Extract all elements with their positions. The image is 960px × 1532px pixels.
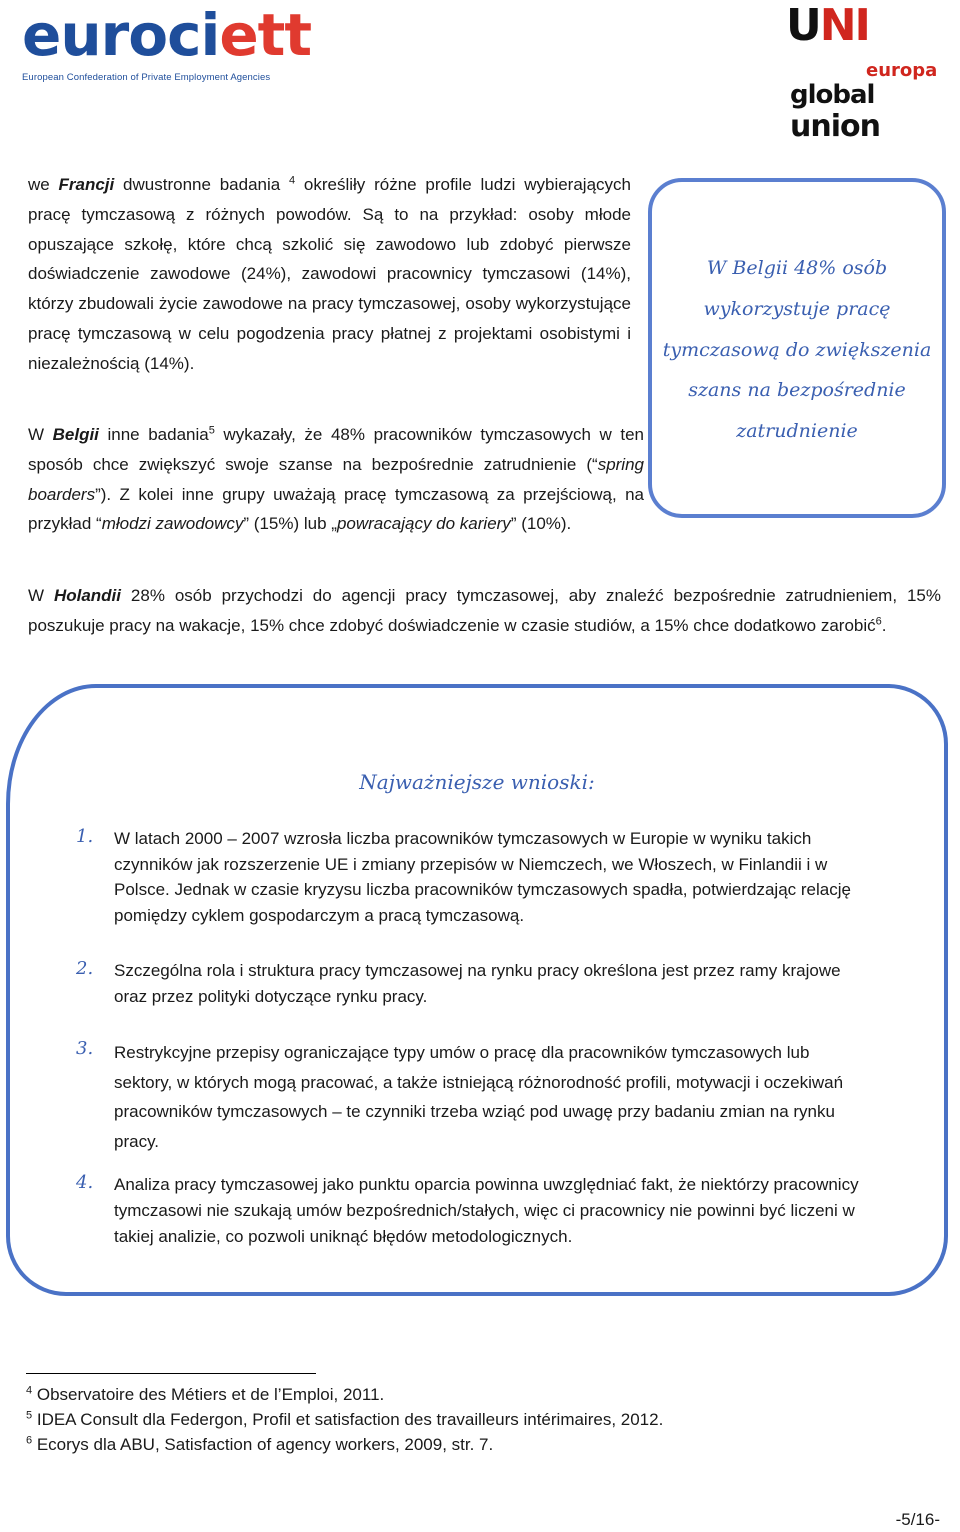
country-netherlands: Holandii xyxy=(53,586,122,605)
conclusion-text: Szczególna rola i struktura pracy tymczasowej na rynku pracy określona jest przez ramy krajowe oraz przez polityki dotyczące rynku pracy. xyxy=(114,961,841,1006)
belgium-text-end: ” (10%). xyxy=(510,514,572,534)
netherlands-text-body: 28% osób przychodzi do agencji pracy tymczasowej, aby znaleźć bezpośrednie zatrudnieniem, 15% poszukuje pracy na wakacje, 15% chce zdobyć doświadczenie w czasie studiów, a 15% chce dodatkowo zarobić xyxy=(28,586,941,635)
page-number: -5/16- xyxy=(895,1510,940,1529)
belgium-text-body: wykazały, że 48% pracowników tymczasowych w ten sposób chce zwiększyć swoje szanse na bezpośrednie zatrudnienie (“ xyxy=(28,425,644,474)
france-paragraph xyxy=(28,170,631,379)
footnote-5 xyxy=(26,1410,663,1430)
footnote-divider xyxy=(26,1373,316,1374)
conclusion-number: 1. xyxy=(76,826,94,847)
belgium-text-body-2: ”). Z kolei inne grupy uważają pracę tymczasową za przejściową, na przykład “ xyxy=(28,484,644,534)
uni-logo-u: U xyxy=(786,0,820,51)
footnote-number: 5 xyxy=(26,1409,33,1422)
conclusions-title: Najważniejsze wnioski: xyxy=(359,770,595,794)
footnote-text: Observatoire des Métiers et de l’Emploi, 2011. xyxy=(32,1385,385,1404)
term-powracajacy: powracający do kariery xyxy=(336,514,511,534)
netherlands-text-start: W xyxy=(28,586,54,605)
conclusions-box xyxy=(6,684,948,1296)
eurociett-logo-subtitle: European Confederation of Private Employment Agencies xyxy=(22,72,271,83)
eurociett-logo-accent: ett xyxy=(219,1,312,69)
uni-logo-europa: europa xyxy=(866,60,938,81)
term-mlodzi-zawodowcy: młodzi zawodowcy xyxy=(101,514,244,534)
term-spring-boarders: spring boarders xyxy=(28,454,644,504)
uni-logo-union: union xyxy=(790,109,880,144)
footnote-number: 6 xyxy=(26,1434,33,1447)
footnote-ref-5[interactable]: 5 xyxy=(208,424,215,437)
belgium-text-body-3: ” (15%) lub „ xyxy=(243,514,337,534)
belgium-paragraph xyxy=(28,420,644,539)
conclusion-text: Restrykcyjne przepisy ograniczające typy umów o pracę dla pracowników tymczasowych lub sektory, w których mogą pracować, a także istniejącą różnorodność profili, motywacji i oczekiwań pracowników tymczasowych – te czynniki trzeba wziąć pod uwagę przy badaniu zmian na rynku pracy. xyxy=(114,1043,844,1151)
footnote-ref-6[interactable]: 6 xyxy=(875,615,882,628)
belgium-callout-box xyxy=(648,178,946,518)
country-france: Francji xyxy=(58,175,115,194)
conclusion-text: W latach 2000 – 2007 wzrosła liczba pracowników tymczasowych w Europie w wyniku takich czynników jak rozszerzenie UE i zmiany przepisów w Niemczech, we Włoszech, w Finlandii i w Polsce. Jednak w czasie kryzysu liczba pracowników tymczasowych spadła, potwierdzając relację pomiędzy cyklem gospodarczym a pracą tymczasową. xyxy=(114,829,851,925)
uni-logo-global: global xyxy=(790,80,875,110)
france-text-end: określiły różne profile ludzi wybierających pracę tymczasową z różnych powodów. Są to na przykład: osoby młode opuszające szkołę, które chcą szkolić się zawodowo lub zdobyć pierwsze doświadczenie zawodowe (24%), zawodowi pracownicy tymczasowi (14%), którzy zbudowali życie zawodowe na pracy tymczasowej, osoby wykorzystujące pracę tymczasową w celu pogodzenia pracy płatnej z projektami osobistymi i niezależnością (14%). xyxy=(28,175,631,373)
footnote-number: 4 xyxy=(26,1384,33,1397)
footnote-text: IDEA Consult dla Federgon, Profil et satisfaction des travailleurs intérimaires, 2012. xyxy=(32,1410,664,1429)
belgium-text-start: W xyxy=(28,425,53,444)
footnote-6 xyxy=(26,1435,493,1455)
france-text-start: we xyxy=(28,175,59,194)
uni-global-union-logo xyxy=(786,0,938,146)
conclusion-number: 4. xyxy=(76,1172,94,1193)
conclusion-number: 3. xyxy=(76,1038,94,1059)
footnote-ref-4[interactable]: 4 xyxy=(289,174,296,187)
conclusion-number: 2. xyxy=(76,958,94,979)
eurociett-logo-word: euroci xyxy=(22,1,220,69)
netherlands-text-end: . xyxy=(881,615,887,635)
eurociett-logo xyxy=(22,1,312,86)
country-belgium: Belgii xyxy=(52,425,99,444)
conclusion-text: Analiza pracy tymczasowej jako punktu oparcia powinna uwzględniać fakt, że niektórzy pracownicy tymczasowi nie szukają umów bezpośrednich/stałych, więc ci pracownicy nie powinni być liczeni w takiej analizie, co pozwoli uniknąć błędów metodologicznych. xyxy=(114,1175,859,1246)
netherlands-paragraph xyxy=(28,581,941,641)
belgium-text-mid: inne badania xyxy=(98,425,209,444)
france-text-mid: dwustronne badania xyxy=(114,175,289,194)
footnote-text: Ecorys dla ABU, Satisfaction of agency workers, 2009, str. 7. xyxy=(32,1435,494,1454)
callout-text: W Belgii 48% osób wykorzystuje pracę tymczasową do zwiększenia szans na bezpośrednie zatrudnienie xyxy=(662,257,932,443)
footnote-4 xyxy=(26,1385,384,1405)
uni-logo-ni: NI xyxy=(819,0,869,51)
